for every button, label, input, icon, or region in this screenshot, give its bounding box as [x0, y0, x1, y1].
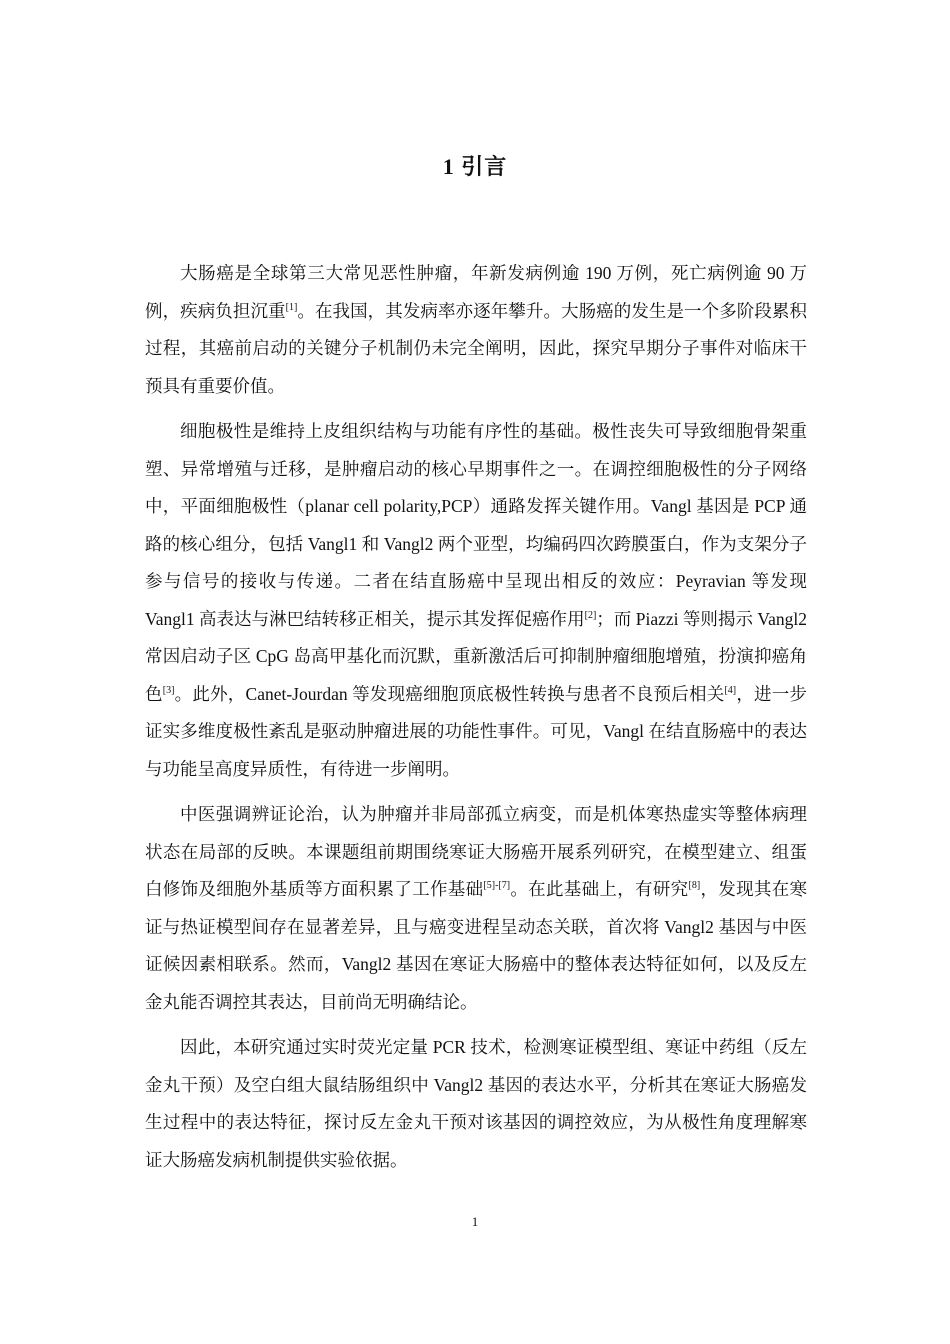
paragraph-text: 中医强调辨证论治，认为肿瘤并非局部孤立病变，而是机体寒热虚实等整体病理状态在局部的反映。本课题组前期围绕寒证大肠癌开展系列研究，在模型建立、组蛋白修饰及细胞外基质等方面积累了工作基础 [145, 804, 807, 899]
citation: [2] [584, 609, 597, 621]
paragraph-text: 大肠癌是全球第三大常见恶性肿瘤，年新发病例逾 190 万例，死亡病例逾 90 万例，疾病负担沉重 [145, 263, 807, 321]
paragraph-text: 因此，本研究通过实时荧光定量 PCR 技术，检测寒证模型组、寒证中药组（反左金丸干预）及空白组大鼠结肠组织中 Vangl2 基因的表达水平，分析其在寒证大肠癌发生过程中的表达特征，探讨反左金丸干预对该基因的调控效应，为从极性角度理解寒证大肠癌发病机制提供实验依据。 [145, 1037, 807, 1170]
paragraph-text: 细胞极性是维持上皮组织结构与功能有序性的基础。极性丧失可导致细胞骨架重塑、异常增殖与迁移，是肿瘤启动的核心早期事件之一。在调控细胞极性的分子网络中，平面细胞极性（planar cell polarity,PCP）通路发挥关键作用。Vangl 基因是 PCP 通路的核心组分，包括 Vangl1 和 Vangl2 两个亚型，均编码四次跨膜蛋白，作为支架分子参与信号的接收与传递。二者在结直肠癌中呈现出相反的效应：Peyravian 等发现 Vangl1 高表达与淋巴结转移正相关，提示其发挥促癌作用 [145, 421, 807, 629]
paragraph-text: 。在此基础上，有研究 [510, 879, 689, 899]
paragraph-text: 。在我国，其发病率亦逐年攀升。大肠癌的发生是一个多阶段累积过程，其癌前启动的关键分子机制仍未完全阐明，因此，探究早期分子事件对临床干预具有重要价值。 [145, 300, 808, 396]
paragraph-text: 。此外，Canet-Jourdan 等发现癌细胞顶底极性转换与患者不良预后相关 [174, 683, 725, 704]
paragraph-aim [145, 1029, 807, 1179]
citation: [5]-[7] [483, 880, 511, 891]
citation: [8] [688, 880, 701, 891]
body-text [145, 255, 807, 1187]
paragraph-text: ；而 Piazzi 等则揭示 Vangl2 常因启动子区 CpG 岛高甲基化而沉默，重新激活后可抑制肿瘤细胞增殖，扮演抑癌角色 [145, 608, 807, 704]
page-number: 1 [471, 1214, 479, 1229]
citation: [1] [285, 301, 298, 313]
paragraph-text: ，发现其在寒证与热证模型间存在显著差异，且与癌变进程呈动态关联，首次将 Vangl2 基因与中医证候因素相联系。然而，Vangl2 基因在寒证大肠癌中的整体表达特征如何，以及反左金丸能否调控其表达，目前尚无明确结论。 [145, 879, 808, 1012]
section-title: 1 引言 [442, 154, 508, 179]
paragraph-tcm [145, 796, 807, 1021]
citation: [3] [162, 684, 175, 696]
paragraph-intro [145, 255, 807, 405]
paragraph-cell-polarity [145, 413, 807, 788]
citation: [4] [724, 684, 737, 696]
paragraph-text: ，进一步证实多维度极性紊乱是驱动肿瘤进展的功能性事件。可见，Vangl 在结直肠癌中的表达与功能呈高度异质性，有待进一步阐明。 [145, 683, 808, 779]
